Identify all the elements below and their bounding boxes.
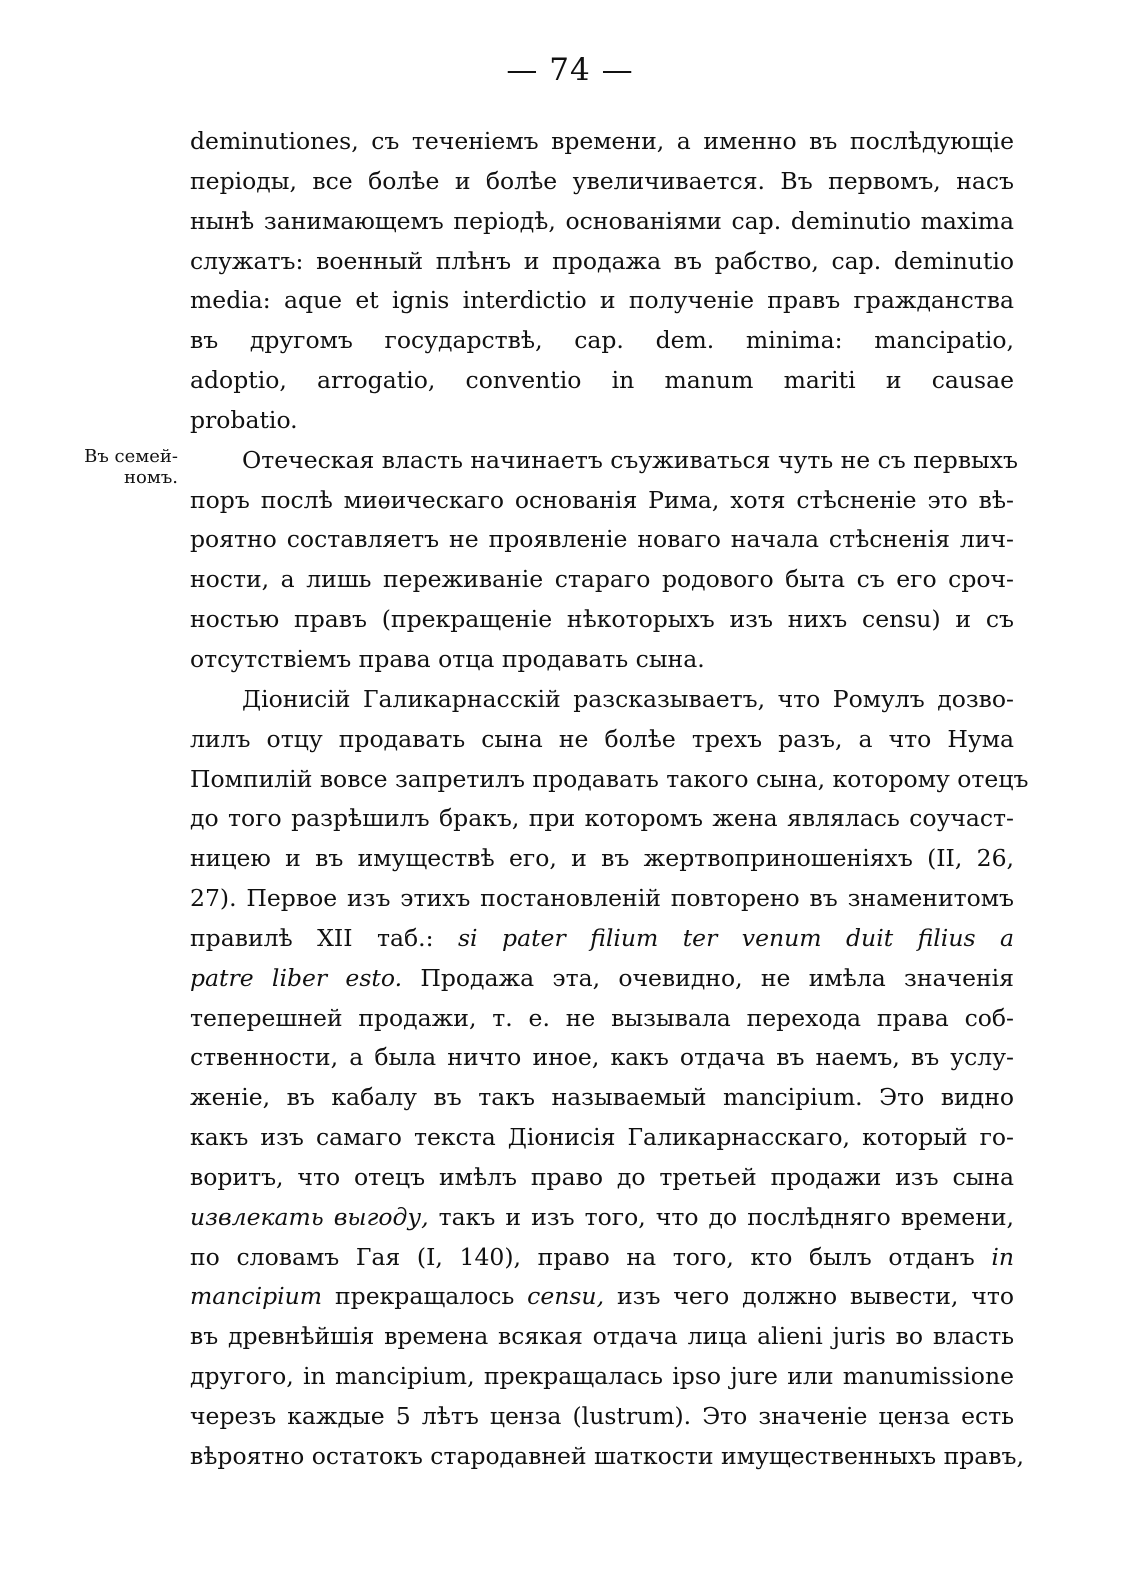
page-number: — 74 — — [506, 52, 634, 88]
text-line: женіе, въ кабалу въ такъ называемый mancipium. Это видно — [190, 1083, 1014, 1112]
text-italic: si pater filium ter venum duit filius a — [457, 923, 1015, 952]
text-line: ницею и въ имуществѣ его, и въ жертвоприношеніяхъ (II, 26, — [190, 844, 1014, 873]
text-roman: по словамъ Гая (I, 140), право на того, кто былъ отданъ — [190, 1242, 992, 1271]
text-roman: изъ чего должно вывести, что — [604, 1282, 1014, 1311]
text-roman: правилѣ XII таб.: — [190, 923, 458, 952]
margin-note — [66, 446, 178, 488]
text-italic: patre liber esto. — [190, 963, 403, 992]
text-line: media: aque et ignis interdictio и полученіе правъ гражданства — [190, 286, 1014, 315]
text-line: ственности, а была ничто иное, какъ отдача въ наемъ, въ услу- — [190, 1043, 1014, 1072]
text-line: въ древнѣйшія времена всякая отдача лица alieni juris во власть — [190, 1322, 1014, 1351]
text-line — [190, 1238, 1014, 1278]
text-line: до того разрѣшилъ бракъ, при которомъ жена являлась соучаст- — [190, 804, 1014, 833]
text-line: воритъ, что отецъ имѣлъ право до третьей продажи изъ сына — [190, 1162, 1014, 1191]
text-line — [190, 919, 1014, 959]
text-line: вѣроятно остатокъ стародавней шаткости имущественныхъ правъ, — [190, 1441, 1024, 1470]
text-line: роятно составляетъ не проявленіе новаго начала стѣсненія лич- — [190, 525, 1014, 554]
text-line: въ другомъ государствѣ, cap. dem. minima: mancipatio, — [190, 326, 1014, 355]
text-line — [190, 959, 1014, 999]
text-line: ности, а лишь переживаніе стараго родового быта съ его сроч- — [190, 565, 1014, 594]
text-line: теперешней продажи, т. е. не вызывала перехода права соб- — [190, 1003, 1014, 1032]
text-roman: Продажа эта, очевидно, не имѣла значенія — [402, 963, 1014, 992]
text-line: ностью правъ (прекращеніе нѣкоторыхъ изъ нихъ censu) и съ — [190, 605, 1014, 634]
text-italic: mancipium — [190, 1282, 323, 1311]
text-line: Отеческая власть начинаетъ съуживаться чуть не съ первыхъ — [242, 445, 1018, 474]
text-roman: такъ и изъ того, что до послѣдняго времени, — [428, 1202, 1014, 1231]
text-italic: извлекать выгоду, — [190, 1202, 429, 1231]
text-line — [190, 1277, 1014, 1317]
text-line: другого, in mancipium, прекращалась ipso jure или manumissione — [190, 1362, 1014, 1391]
text-line: черезъ каждые 5 лѣтъ ценза (lustrum). Это значеніе ценза есть — [190, 1402, 1014, 1430]
text-line: отсутствіемъ права отца продавать сына. — [190, 644, 705, 673]
text-italic: censu, — [527, 1282, 605, 1311]
text-line: deminutiones, съ теченіемъ времени, а именно въ послѣдующіе — [190, 127, 1014, 155]
text-line: нынѣ занимающемъ періодѣ, основаніями cap. deminutio maxima — [190, 206, 1014, 235]
text-line: періоды, все болѣе и болѣе увеличивается. Въ первомъ, насъ — [190, 166, 1014, 195]
text-line: лилъ отцу продавать сына не болѣе трехъ разъ, а что Нума — [190, 724, 1014, 753]
text-line: 27). Первое изъ этихъ постановленій повторено въ знаменитомъ — [190, 884, 1014, 913]
text-line: probatio. — [190, 405, 298, 434]
margin-note-line: Въ семей- — [84, 446, 178, 467]
text-line: adoptio, arrogatio, conventio in manum mariti и causae — [190, 366, 1014, 395]
text-line — [190, 1198, 1014, 1238]
body-text — [190, 122, 1029, 1477]
text-line: Помпилій вовсе запретилъ продавать такого сына, которому отецъ — [190, 764, 1029, 793]
text-roman: прекращалось — [322, 1282, 528, 1311]
text-line: поръ послѣ миѳическаго основанія Рима, хотя стѣсненіе это вѣ- — [190, 485, 1014, 514]
text-line: служатъ: военный плѣнъ и продажа въ рабство, cap. deminutio — [190, 246, 1014, 275]
text-italic: in — [991, 1242, 1014, 1271]
margin-note-line: номъ. — [123, 467, 178, 488]
text-line: какъ изъ самаго текста Діонисія Галикарнасскаго, который го- — [190, 1123, 1014, 1152]
text-line: Діонисій Галикарнасскій разсказываетъ, что Ромулъ дозво- — [242, 684, 1014, 713]
